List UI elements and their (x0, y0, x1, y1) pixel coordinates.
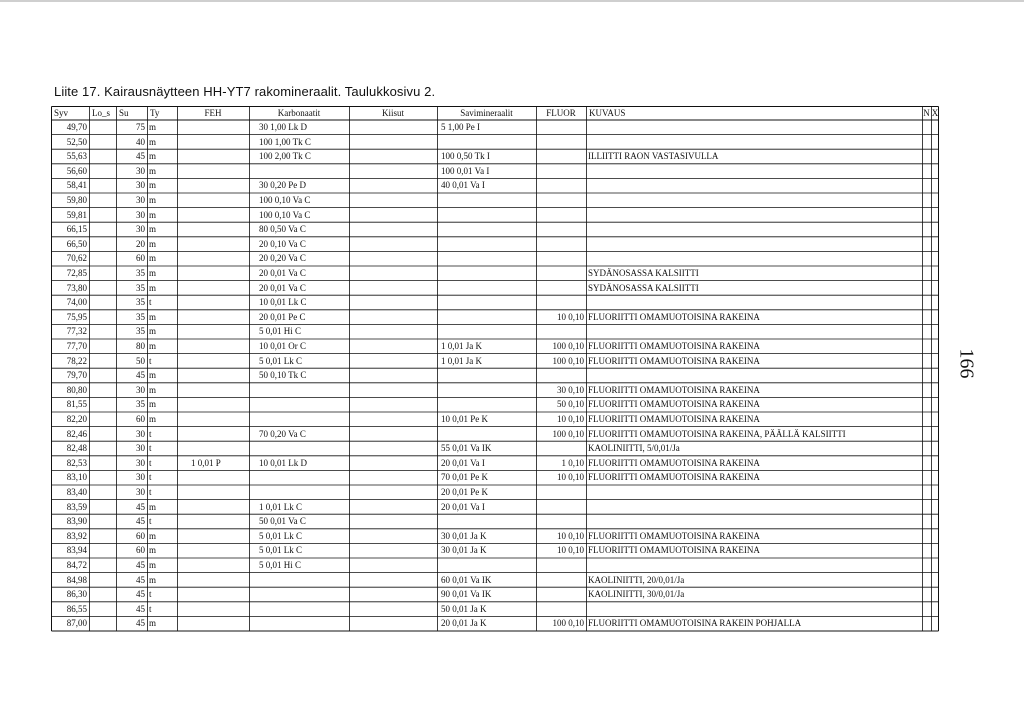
table-cell-ty: m (149, 560, 157, 570)
table-cell-syv: 75,95 (66, 311, 87, 322)
table-cell-karb: 5 0,01 Lk C (259, 545, 303, 556)
table-cell-kuvaus: FLUORIITTI OMAMUOTOISINA RAKEINA (588, 530, 760, 541)
table-cell-karb: 1 0,01 Lk C (259, 501, 303, 512)
table-cell-karb: 10 0,01 Lk C (259, 297, 307, 308)
table-cell-su: 30 (136, 195, 145, 205)
column-header-kiisut: Kiisut (381, 108, 404, 118)
table-cell-syv: 49,70 (66, 122, 87, 132)
table-cell-ty: m (149, 282, 157, 293)
table-cell-kuvaus: FLUORIITTI OMAMUOTOISINA RAKEINA (588, 399, 760, 410)
table-cell-syv: 81,55 (66, 399, 87, 410)
table-cell-su: 45 (136, 516, 145, 527)
table-cell-syv: 56,60 (66, 165, 87, 176)
table-cell-karb: 30 1,00 Lk D (259, 122, 307, 132)
table-cell-ty: m (149, 545, 157, 556)
column-header-syv: Syv (54, 108, 69, 118)
table-cell-kuvaus: KAOLINIITTI, 30/0,01/Ja (588, 589, 685, 600)
table-cell-fluor: 50 0,10 (557, 399, 584, 410)
table-cell-karb: 100 2,00 Tk C (259, 151, 311, 162)
table-cell-su: 50 (136, 355, 145, 366)
table-cell-ty: t (149, 589, 152, 600)
table-cell-su: 20 (136, 238, 145, 249)
table-cell-su: 45 (136, 501, 145, 512)
table-cell-syv: 66,15 (66, 224, 87, 235)
table-cell-syv: 66,50 (66, 238, 87, 249)
table-cell-savi: 10 0,01 Pe K (441, 414, 488, 424)
table-cell-kuvaus: KAOLINIITTI, 20/0,01/Ja (588, 574, 685, 585)
table-cell-savi: 100 0,01 Va I (441, 165, 490, 176)
table-cell-su: 30 (136, 224, 145, 235)
table-cell-kuvaus: SYDÄNOSASSA KALSIITTI (588, 282, 699, 293)
table-cell-ty: m (149, 399, 157, 410)
table-cell-savi: 20 0,01 Ja K (441, 618, 487, 629)
table-cell-savi: 20 0,01 Pe K (441, 487, 488, 497)
table-cell-kuvaus: FLUORIITTI OMAMUOTOISINA RAKEINA (588, 355, 760, 366)
table-cell-karb: 10 0,01 Or C (259, 341, 306, 351)
table-cell-ty: t (149, 355, 152, 366)
table-cell-syv: 73,80 (66, 282, 87, 293)
table-cell-ty: m (149, 195, 157, 205)
table-cell-su: 35 (136, 399, 145, 410)
table-cell-syv: 83,40 (66, 487, 87, 497)
table-cell-karb: 70 0,20 Va C (259, 428, 306, 439)
table-cell-savi: 60 0,01 Va IK (441, 574, 492, 585)
page-title: Liite 17. Kairausnäytteen HH-YT7 rakomineraalit. Taulukkosivu 2. (54, 84, 436, 99)
table-cell-su: 45 (136, 603, 145, 614)
table-cell-karb: 100 0,10 Va C (259, 195, 311, 205)
table-cell-su: 30 (136, 472, 145, 483)
table-cell-fluor: 100 0,10 (552, 618, 584, 629)
table-cell-savi: 100 0,50 Tk I (441, 151, 490, 162)
table-cell-syv: 59,81 (66, 209, 87, 220)
table-cell-syv: 55,63 (66, 151, 87, 162)
table-cell-su: 45 (136, 151, 145, 162)
table-cell-su: 40 (136, 136, 145, 147)
table-cell-kuvaus: KAOLINIITTI, 5/0,01/Ja (588, 443, 680, 454)
table-cell-syv: 78,22 (66, 355, 87, 366)
table-cell-fluor: 100 0,10 (552, 428, 584, 439)
table-cell-savi: 1 0,01 Ja K (441, 355, 482, 366)
table-cell-syv: 52,50 (66, 136, 87, 147)
table-cell-syv: 74,00 (66, 297, 87, 308)
table-cell-ty: t (149, 297, 152, 308)
table-cell-savi: 70 0,01 Pe K (441, 472, 488, 483)
table-cell-karb: 20 0,01 Va C (259, 268, 306, 278)
table-cell-su: 60 (136, 414, 145, 424)
table-cell-fluor: 100 0,10 (552, 355, 584, 366)
table-cell-savi: 1 0,01 Ja K (441, 341, 482, 351)
table-cell-su: 30 (136, 457, 145, 468)
table-cell-kuvaus: FLUORIITTI OMAMUOTOISINA RAKEIN POHJALLA (588, 618, 802, 629)
table-cell-ty: m (149, 414, 157, 424)
table-cell-kuvaus: FLUORIITTI OMAMUOTOISINA RAKEINA (588, 457, 760, 468)
table-cell-kuvaus: ILLIITTI RAON VASTASIVULLA (588, 151, 719, 162)
table-cell-ty: t (149, 443, 152, 454)
table-cell-ty: m (149, 618, 157, 629)
table-cell-su: 30 (136, 180, 145, 191)
column-header-savi: Savimineraalit (460, 108, 513, 118)
table-cell-savi: 90 0,01 Va IK (441, 589, 492, 600)
table-cell-savi: 20 0,01 Va I (441, 457, 485, 468)
table-cell-kuvaus: FLUORIITTI OMAMUOTOISINA RAKEINA (588, 384, 760, 395)
table-cell-fluor: 10 0,10 (557, 414, 584, 424)
table-cell-syv: 83,90 (66, 516, 87, 527)
column-header-x: X (931, 108, 939, 118)
table-cell-ty: m (149, 326, 157, 337)
table-cell-fluor: 10 0,10 (557, 311, 584, 322)
table-cell-syv: 82,46 (66, 428, 87, 439)
table-cell-ty: t (149, 428, 152, 439)
scan-top-edge (0, 0, 1024, 2)
table-cell-syv: 83,92 (66, 530, 87, 541)
table-cell-ty: m (149, 238, 157, 249)
column-header-n: N (923, 108, 930, 118)
column-header-ty: Ty (150, 108, 160, 118)
table-cell-ty: m (149, 268, 157, 278)
table-cell-fluor: 1 0,10 (561, 457, 584, 468)
table-cell-su: 30 (136, 384, 145, 395)
table-cell-karb: 100 0,10 Va C (259, 209, 311, 220)
table-cell-syv: 83,10 (66, 472, 87, 483)
table-cell-ty: m (149, 209, 157, 220)
table-cell-ty: m (149, 180, 157, 191)
table-cell-ty: m (149, 311, 157, 322)
column-header-fluor: FLUOR (546, 108, 576, 118)
table-cell-syv: 58,41 (66, 180, 87, 191)
table-cell-ty: m (149, 530, 157, 541)
table-cell-karb: 5 0,01 Hi C (259, 560, 302, 570)
table-cell-kuvaus: FLUORIITTI OMAMUOTOISINA RAKEINA (588, 311, 760, 322)
table-cell-su: 30 (136, 209, 145, 220)
table-cell-syv: 82,53 (66, 457, 87, 468)
table-cell-karb: 5 0,01 Lk C (259, 355, 303, 366)
table-cell-su: 35 (136, 297, 145, 308)
table-cell-karb: 100 1,00 Tk C (259, 136, 311, 147)
table-cell-syv: 83,94 (66, 545, 87, 556)
table-cell-savi: 55 0,01 Va IK (441, 443, 492, 454)
table-cell-syv: 86,30 (66, 589, 87, 600)
table-cell-ty: m (149, 501, 157, 512)
column-header-feh: FEH (204, 108, 222, 118)
column-header-los: Lo_s (92, 108, 110, 118)
table-cell-syv: 79,70 (66, 370, 87, 381)
table-cell-su: 45 (136, 370, 145, 381)
table-cell-fluor: 100 0,10 (552, 341, 584, 351)
table-cell-feh: 1 0,01 P (191, 457, 221, 468)
table-cell-kuvaus: SYDÄNOSASSA KALSIITTI (588, 268, 699, 278)
table-cell-ty: m (149, 370, 157, 381)
table-cell-syv: 80,80 (66, 384, 87, 395)
table-cell-syv: 82,20 (66, 414, 87, 424)
table-cell-su: 45 (136, 618, 145, 629)
table-cell-su: 35 (136, 282, 145, 293)
table-cell-syv: 70,62 (66, 253, 87, 264)
table-cell-savi: 40 0,01 Va I (441, 180, 485, 191)
table-cell-fluor: 10 0,10 (557, 530, 584, 541)
table-cell-su: 80 (136, 341, 145, 351)
table-cell-savi: 30 0,01 Ja K (441, 530, 487, 541)
table-cell-syv: 59,80 (66, 195, 87, 205)
table-cell-kuvaus: FLUORIITTI OMAMUOTOISINA RAKEINA (588, 545, 760, 556)
table-cell-syv: 86,55 (66, 603, 87, 614)
table-cell-karb: 20 0,01 Va C (259, 282, 306, 293)
table-cell-ty: t (149, 516, 152, 527)
table-cell-ty: m (149, 151, 157, 162)
table-cell-ty: m (149, 122, 157, 132)
table-cell-su: 35 (136, 268, 145, 278)
table-cell-fluor: 30 0,10 (557, 384, 584, 395)
table-cell-su: 30 (136, 443, 145, 454)
table-cell-savi: 5 1,00 Pe I (441, 122, 480, 132)
table-cell-kuvaus: FLUORIITTI OMAMUOTOISINA RAKEINA (588, 472, 760, 483)
table-cell-ty: m (149, 224, 157, 235)
table-cell-su: 30 (136, 428, 145, 439)
table-cell-syv: 77,70 (66, 341, 87, 351)
table-cell-ty: m (149, 574, 157, 585)
table-cell-fluor: 10 0,10 (557, 545, 584, 556)
table-cell-su: 60 (136, 545, 145, 556)
table-cell-ty: m (149, 253, 157, 264)
table-cell-syv: 84,98 (66, 574, 87, 585)
table-cell-karb: 50 0,10 Tk C (259, 370, 307, 381)
table-cell-ty: m (149, 384, 157, 395)
table-cell-karb: 5 0,01 Hi C (259, 326, 302, 337)
table-cell-su: 45 (136, 574, 145, 585)
table-cell-su: 30 (136, 165, 145, 176)
column-header-su: Su (119, 108, 129, 118)
table-cell-su: 75 (136, 122, 145, 132)
table-cell-ty: t (149, 457, 152, 468)
table-cell-kuvaus: FLUORIITTI OMAMUOTOISINA RAKEINA, PÄÄLLÄ KALSIITTI (588, 428, 846, 439)
table-cell-syv: 87,00 (66, 618, 87, 629)
table-cell-savi: 30 0,01 Ja K (441, 545, 487, 556)
column-header-karb: Karbonaatit (277, 108, 321, 118)
table-cell-karb: 20 0,01 Pe C (259, 311, 306, 322)
table-cell-fluor: 10 0,10 (557, 472, 584, 483)
table-cell-syv: 82,48 (66, 443, 87, 454)
table-cell-karb: 20 0,20 Va C (259, 253, 306, 264)
table-cell-su: 30 (136, 487, 145, 497)
table-cell-karb: 5 0,01 Lk C (259, 530, 303, 541)
table-cell-karb: 50 0,01 Va C (259, 516, 306, 527)
table-cell-ty: m (149, 165, 157, 176)
table-cell-ty: t (149, 487, 152, 497)
table-cell-karb: 80 0,50 Va C (259, 224, 306, 235)
table-cell-su: 35 (136, 326, 145, 337)
table-cell-syv: 77,32 (66, 326, 87, 337)
table-cell-kuvaus: FLUORIITTI OMAMUOTOISINA RAKEINA (588, 341, 760, 351)
table-cell-su: 45 (136, 560, 145, 570)
table-cell-savi: 20 0,01 Va I (441, 501, 485, 512)
table-cell-karb: 30 0,20 Pe D (259, 180, 306, 191)
table-cell-ty: t (149, 603, 152, 614)
page-number: 166 (955, 348, 978, 379)
table-cell-ty: m (149, 136, 157, 147)
table-cell-syv: 72,85 (66, 268, 87, 278)
table-cell-syv: 84,72 (66, 560, 87, 570)
table-cell-savi: 50 0,01 Ja K (441, 603, 487, 614)
table-cell-ty: m (149, 341, 157, 351)
table-cell-kuvaus: FLUORIITTI OMAMUOTOISINA RAKEINA (588, 414, 760, 424)
table-cell-karb: 10 0,01 Lk D (259, 457, 307, 468)
column-header-kuvaus: KUVAUS (589, 108, 626, 118)
table-cell-karb: 20 0,10 Va C (259, 238, 306, 249)
table-cell-ty: t (149, 472, 152, 483)
table-cell-syv: 83,59 (66, 501, 87, 512)
table-cell-su: 35 (136, 311, 145, 322)
table-cell-su: 45 (136, 589, 145, 600)
table-cell-su: 60 (136, 253, 145, 264)
table-cell-su: 60 (136, 530, 145, 541)
